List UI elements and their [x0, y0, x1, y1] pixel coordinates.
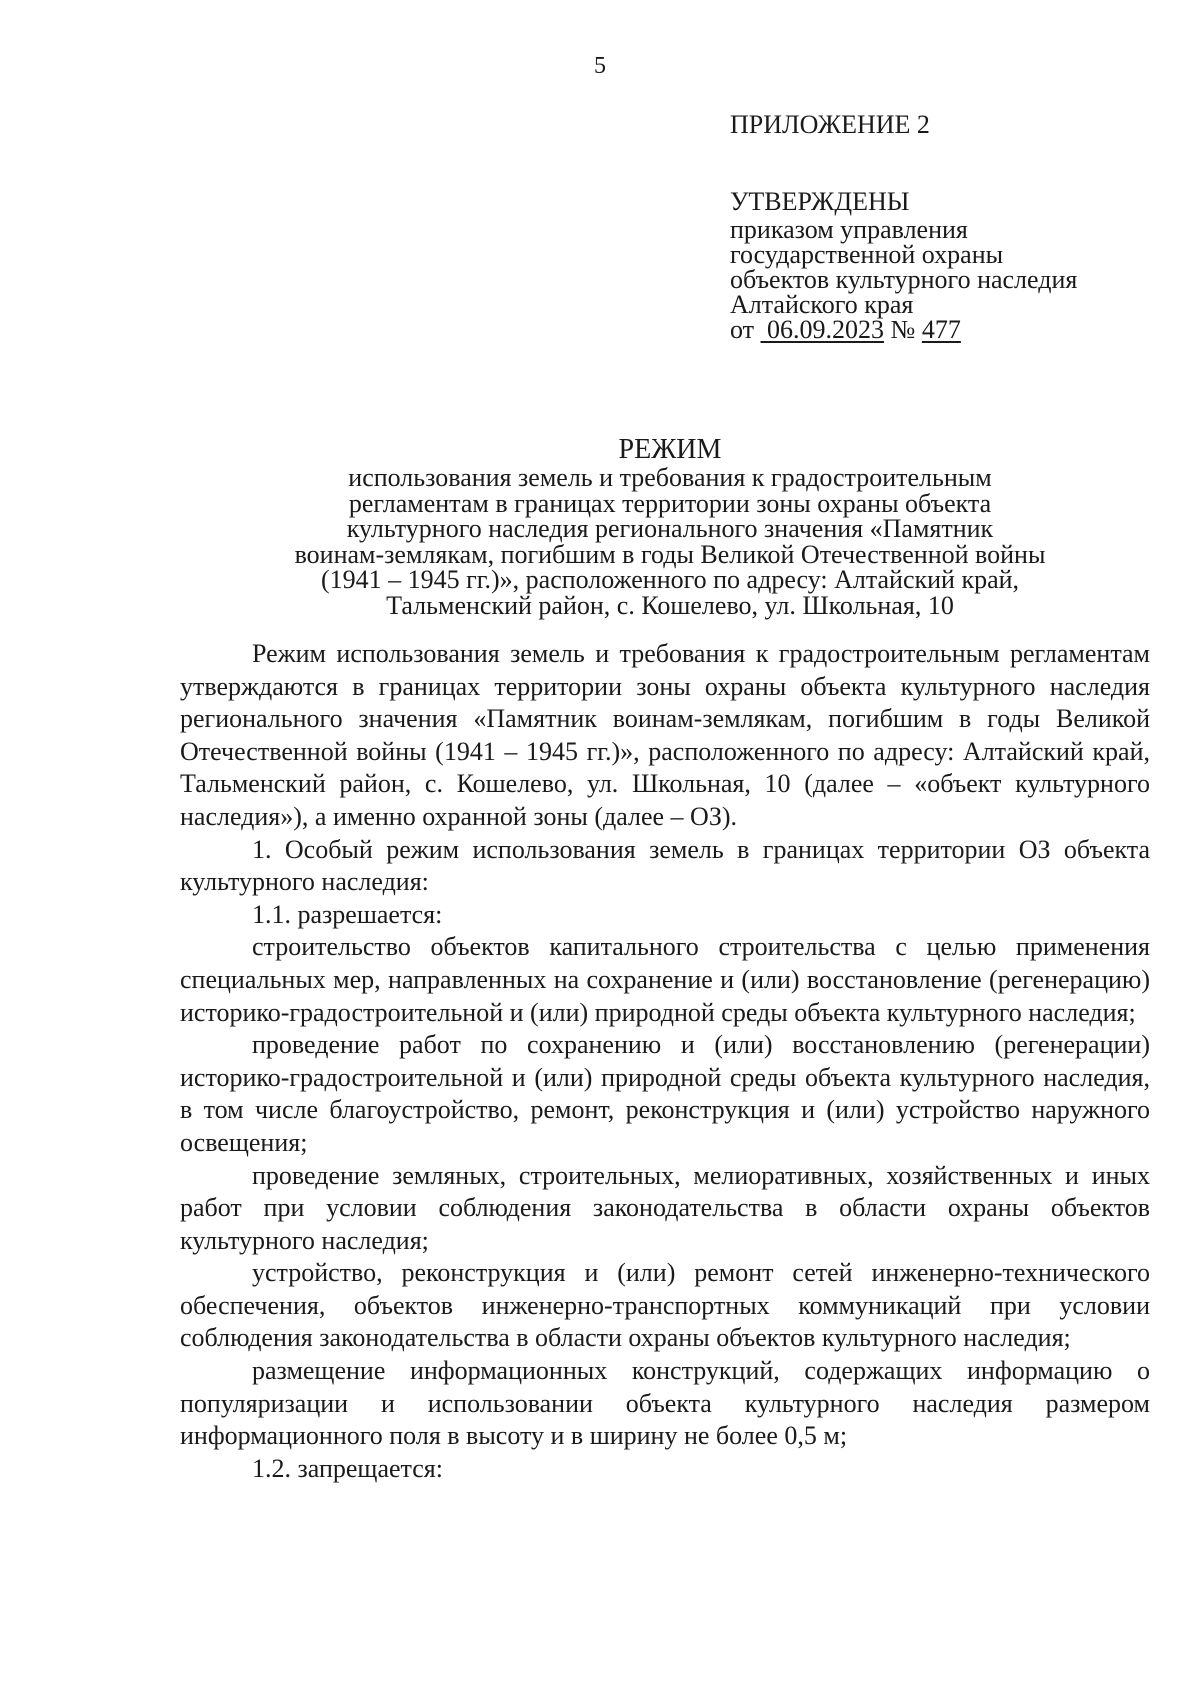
approval-line: государственной охраны: [730, 240, 1004, 269]
title-line: (1941 – 1945 гг.)», расположенного по адресу: Алтайский край,: [320, 565, 1020, 594]
approval-block: [730, 112, 1170, 342]
date-prefix: от: [730, 315, 755, 344]
document-title: РЕЖИМ: [618, 434, 722, 465]
body-paragraph-1-1: 1.1. разрешается:: [252, 899, 443, 929]
page-number: 5: [594, 53, 606, 79]
body-list-item: строительство объектов капитального строительства с целью применения специальных мер, направленных на сохранение и (или) восстановление (регенерацию) историко-градостроительной и (или) природной среды объекта культурного наследия;: [180, 932, 1150, 1027]
approval-line: приказом управления: [730, 215, 968, 244]
number-sign: №: [890, 315, 916, 344]
document-body: [180, 638, 1150, 1485]
approved-label: УТВЕРЖДЕНЫ: [730, 187, 910, 216]
approval-date-line: [730, 317, 1170, 342]
body-list-item: размещение информационных конструкций, содержащих информацию о популяризации и использовании объекта культурного наследия размером информационного поля в высоту и в ширину не более 0,5 м;: [180, 1356, 1150, 1451]
title-line: использования земель и требования к градостроительным: [348, 463, 992, 492]
document-title-block: [120, 435, 1200, 618]
body-paragraph-1-2: 1.2. запрещается:: [252, 1453, 443, 1483]
body-list-item: проведение земляных, строительных, мелиоративных, хозяйственных и иных работ при условии соблюдения законодательства в области охраны объектов культурного наследия;: [180, 1160, 1150, 1255]
body-list-item: проведение работ по сохранению и (или) восстановлению (регенерации) историко-градостроительной и (или) природной среды объекта культурного наследия, в том числе благоустройство, ремонт, реконструкция и (или) устройство наружного освещения;: [180, 1030, 1150, 1157]
appendix-label: ПРИЛОЖЕНИЕ 2: [730, 110, 930, 139]
body-list-item: устройство, реконструкция и (или) ремонт сетей инженерно-технического обеспечения, объектов инженерно-транспортных коммуникаций при условии соблюдения законодательства в области охраны объектов культурного наследия;: [180, 1258, 1150, 1353]
approval-line: объектов культурного наследия: [730, 265, 1078, 294]
order-date: 06.09.2023: [767, 315, 885, 344]
body-paragraph-section-1: 1. Особый режим использования земель в границах территории ОЗ объекта культурного наследия:: [180, 834, 1150, 897]
order-number: 477: [921, 315, 961, 344]
body-paragraph-intro: Режим использования земель и требования к градостроительным регламентам утверждаются в границах территории зоны охраны объекта культурного наследия регионального значения «Памятник воинам-землякам, погибшим в годы Великой Отечественной войны (1941 – 1945 гг.)», расположенного по адресу: Алтайский край, Тальменский район, с. Кошелево, ул. Школьная, 10 (далее – «объект культурного наследия»), а именно охранной зоны (далее – ОЗ).: [180, 639, 1150, 831]
title-line: воинам-землякам, погибшим в годы Великой Отечественной войны: [294, 539, 1046, 569]
title-line: культурного наследия регионального значения «Памятник: [346, 514, 994, 543]
title-line: Тальменский район, с. Кошелево, ул. Школьная, 10: [386, 590, 954, 620]
approval-line: Алтайского края: [730, 290, 914, 319]
title-line: регламентам в границах территории зоны охраны объекта: [348, 488, 992, 518]
